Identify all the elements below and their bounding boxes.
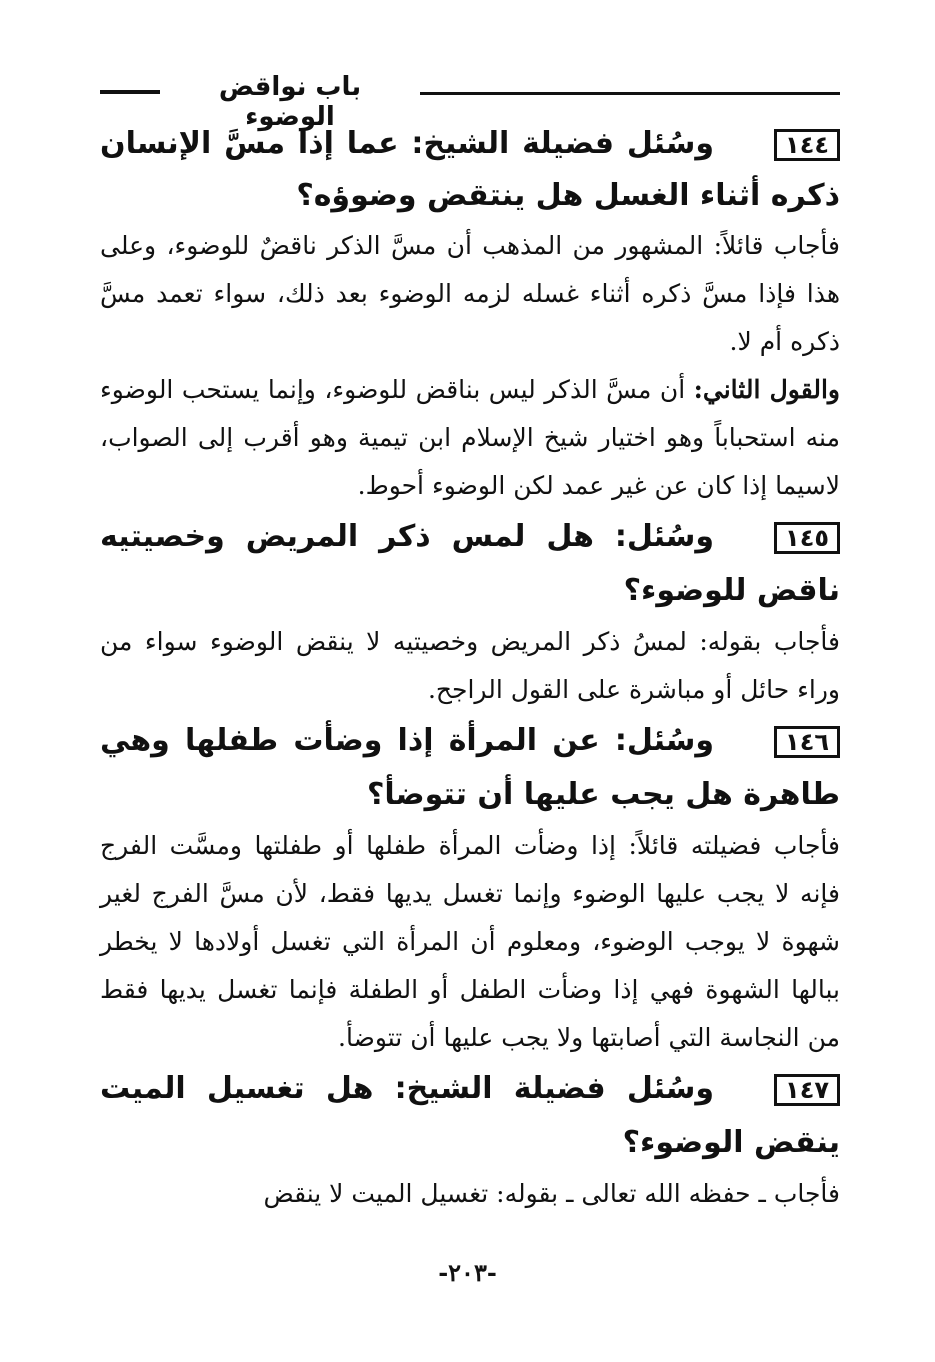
- question-146: [100, 714, 840, 822]
- question-number: ١٤٦: [774, 726, 840, 758]
- question-145: [100, 510, 840, 618]
- question-number: ١٤٤: [774, 129, 840, 161]
- second-opinion-label: والقول الثاني:: [693, 375, 840, 404]
- page-body: [100, 118, 840, 1218]
- question-147: [100, 1062, 840, 1170]
- question-text: وسُئل فضيلة الشيخ: عما إذا مسَّ الإنسان ذكره أثناء الغسل هل ينتقض وضوؤه؟: [100, 126, 840, 213]
- question-number: ١٤٧: [774, 1074, 840, 1106]
- running-header: [100, 70, 840, 132]
- question-text: وسُئل: هل لمس ذكر المريض وخصيتيه ناقض للوضوء؟: [100, 519, 840, 608]
- answer-144: فأجاب قائلاً: المشهور من المذهب أن مسَّ الذكر ناقضٌ للوضوء، وعلى هذا فإذا مسَّ ذكره أثناء غسله لزمه الوضوء بعد ذلك، سواء تعمد مسَّ ذكره أم لا.: [100, 231, 840, 356]
- answer-147: فأجاب ـ حفظه الله تعالى ـ بقوله: تغسيل الميت لا ينقض: [263, 1179, 840, 1208]
- question-text: وسُئل فضيلة الشيخ: هل تغسيل الميت ينقض الوضوء؟: [100, 1071, 840, 1160]
- answer-145: فأجاب بقوله: لمسُ ذكر المريض وخصيتيه لا ينقض الوضوء سواء من وراء حائل أو مباشرة على القول الراجح.: [100, 627, 840, 704]
- page-number: -٢٠٣-: [438, 1258, 497, 1287]
- chapter-title: باب نواقض الوضوء: [218, 72, 362, 132]
- question-text: وسُئل: عن المرأة إذا وضأت طفلها وهي طاهرة هل يجب عليها أن تتوضأ؟: [100, 723, 840, 812]
- question-number: ١٤٥: [774, 522, 840, 554]
- answer-146: فأجاب فضيلته قائلاً: إذا وضأت المرأة طفلها أو طفلتها ومسَّت الفرج فإنه لا يجب عليها الوضوء وإنما تغسل يديها فقط، لأن مسَّ الفرج لغير شهوة لا يوجب الوضوء، ومعلوم أن المرأة التي تغسل أولادها لا يخطر ببالها الشهوة فهي إذا وضأت الطفل أو الطفلة فإنما تغسل يديها فقط من النجاسة التي أصابتها ولا يجب عليها أن تتوضأ.: [100, 831, 840, 1052]
- header-rule-left: [100, 90, 160, 94]
- answer-144-second-opinion: [100, 366, 840, 510]
- question-144: [100, 118, 840, 222]
- header-rule-right: [420, 92, 840, 95]
- second-opinion-text: أن مسَّ الذكر ليس بناقض للوضوء، وإنما يستحب الوضوء منه استحباباً وهو اختيار شيخ الإسلام ابن تيمية وهو أقرب إلى الصواب، لاسيما إذا كان عن غير عمد لكن الوضوء أحوط.: [100, 375, 840, 500]
